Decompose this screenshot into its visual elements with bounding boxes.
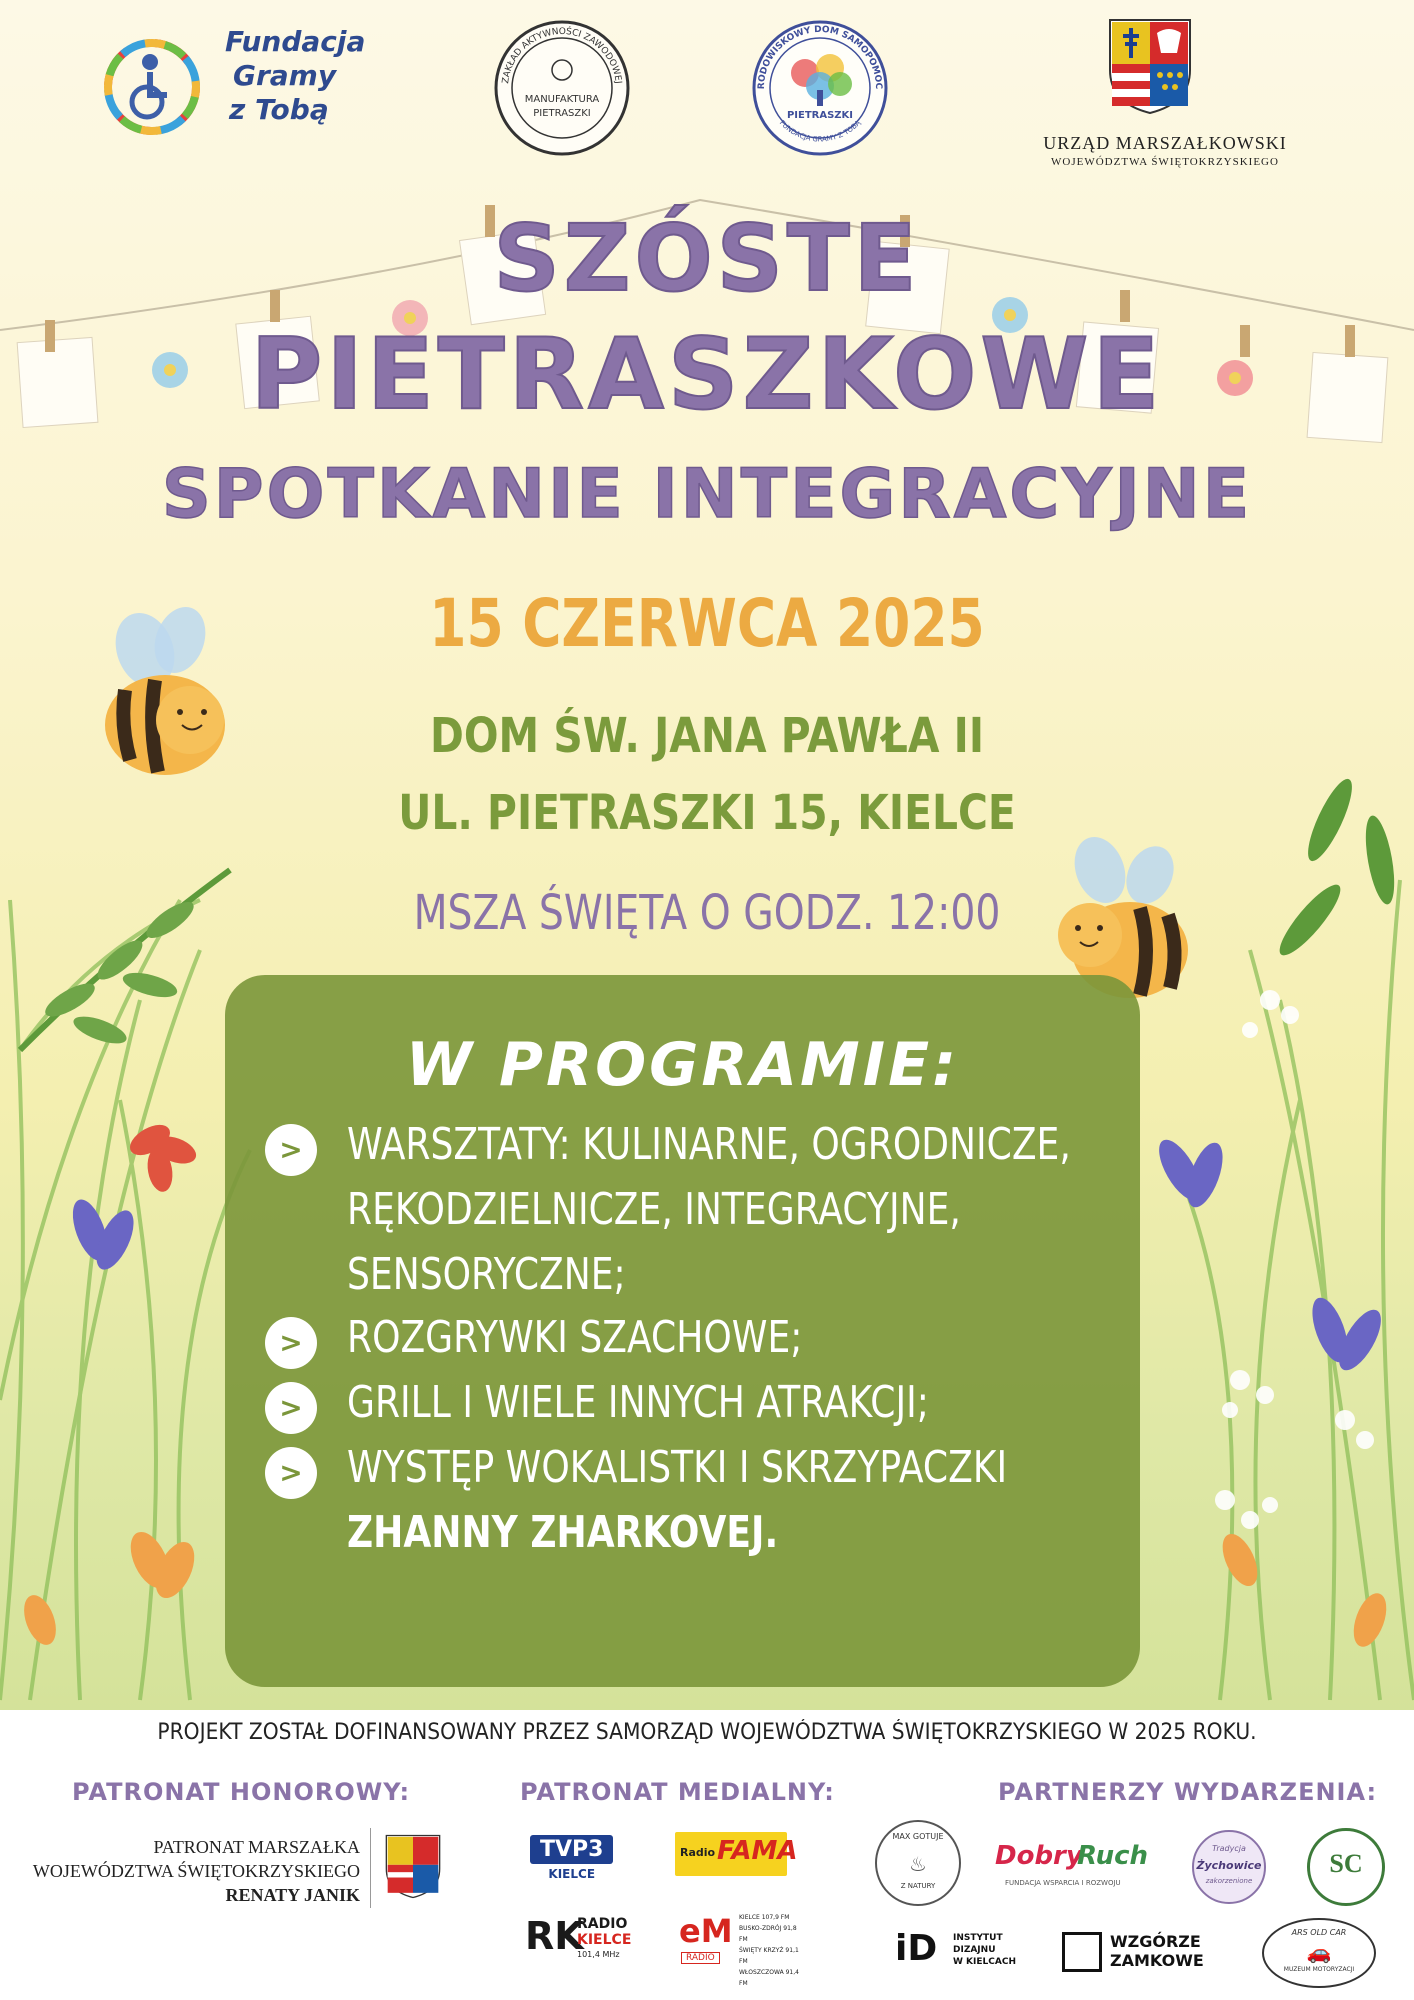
tvp3-city: KIELCE [548,1867,596,1881]
bullet-arrow-icon: > [265,1317,317,1369]
tree-icon [750,18,890,158]
program-item-text [347,1305,1019,1370]
program-item-text [347,1370,1019,1435]
fama-radio: Radio [680,1846,716,1859]
urzad-line2: WOJEWÓDZTWA ŚWIĘTOKRZYSKIEGO [1051,156,1279,168]
program-line: SENSORYCZNE; [347,1249,626,1300]
venue-name: DOM ŚW. JANA PAWŁA II [429,708,985,764]
id-line: INSTYTUT [953,1933,1003,1943]
grass-left [0,900,250,1700]
patron-line1: PATRONAT MARSZAŁKA [153,1837,360,1857]
em-mark: eM [679,1912,733,1950]
program-item-grill [265,1370,1167,1435]
logo1-line3: z Tobą [229,93,329,126]
svg-text:ŚRODOWISKOWY DOM SAMOPOMOCY: RODOWISKOWY DOM SAMOPOMOC [756,24,884,90]
logo-tvp3-kielce [530,1835,613,1881]
bullet-arrow-icon: > [265,1382,317,1434]
program-item-text [347,1112,1071,1307]
honorary-patron-label: PATRONAT HONOROWY: [72,1778,411,1806]
logo1-text [225,25,365,127]
logo-dobry-ruch [995,1835,1150,1895]
logo-radio-kielce [525,1912,635,1967]
dobry-sub: FUNDACJA WSPARCIA I ROZWOJU [1005,1879,1121,1887]
rk-mark-icon: RK [525,1914,584,1958]
tvp3-mark: TVP3 [530,1835,613,1864]
tradycja-line2: Żychowice [1196,1859,1262,1872]
logo-max-gotuje [875,1820,961,1906]
tradycja-line1: Tradycja [1212,1844,1246,1853]
svg-text:PIETRASZKI: PIETRASZKI [533,108,591,119]
ruch-word: Ruch [1077,1841,1149,1871]
program-line: ROZGRYWKI SZACHOWE; [347,1312,803,1363]
logo1-line1: Fundacja [225,25,366,58]
wzgorze-line: ZAMKOWE [1110,1951,1204,1970]
logo-radio-fama [675,1832,798,1876]
event-date: 15 CZERWCA 2025 [429,585,985,662]
logo-sds-pietraszki [750,18,890,158]
coat-of-arms-icon [1105,15,1195,115]
patron-line2: WOJEWÓDZTWA ŚWIĘTOKRZYSKIEGO [32,1861,360,1881]
partners-label: PARTNERZY WYDARZENIA: [998,1778,1378,1806]
car-icon: 🚗 [1306,1940,1332,1964]
rk-freq: 101,4 MHz [577,1950,620,1959]
stamp-icon [492,18,632,158]
wzgorze-text [1110,1932,1204,1970]
svg-text:PIETRASZKI: PIETRASZKI [786,110,854,121]
title-line2: PIETRASZKOWE [250,318,1164,432]
em-freq: BUSKO-ZDRÓJ 91,8 FM [739,1925,797,1943]
em-radio: RADIO [681,1952,720,1964]
program-line: RĘKODZIELNICZE, INTEGRACYJNE, [347,1184,961,1235]
title-line3: SPOTKANIE INTEGRACYJNE [161,455,1253,534]
rk-radio: RADIO [577,1916,628,1932]
program-line: GRILL I WIELE INNYCH ATRAKCJI; [347,1377,929,1428]
em-freq: ŚWIĘTY KRZYŻ 91,1 FM [739,1947,799,1965]
people-circle-icon [95,30,210,145]
cooking-pot-icon: ♨ [909,1852,927,1876]
logo-ars-old-car [1262,1918,1376,1988]
bullet-arrow-icon: > [265,1447,317,1499]
em-freq: KIELCE 107,9 FM [739,1914,790,1921]
venue-address: UL. PIETRASZKI 15, KIELCE [398,785,1016,841]
castle-icon [1062,1932,1102,1972]
logo-wzgorze-zamkowe [1062,1928,1222,1978]
program-panel [225,975,1140,1687]
id-line: W KIELCACH [953,1957,1016,1967]
maxgotuje-name: MAX GOTUJE [892,1832,944,1841]
logo-instytut-dizajnu [895,1928,1035,1978]
logo-sc [1307,1828,1385,1906]
title-line1: SZÓSTE [493,205,921,312]
svg-text:ZAKŁAD AKTYWNOŚCI ZAWODOWEJ: ZAKŁAD AKTYWNOŚCI ZAWODOWEJ [501,26,623,85]
logo-manufaktura-pietraszki [492,18,632,158]
performer-name: ZHANNY ZHARKOVEJ. [347,1507,779,1558]
id-mark-icon: iD [895,1928,938,1969]
honorary-patron-text [0,1835,360,1907]
svg-text:FUNDACJA GRAMY Z TOBĄ: FUNDACJA GRAMY Z TOBĄ [777,118,863,144]
id-text [953,1932,1016,1968]
tradycja-line3: zakorzenione [1205,1877,1253,1885]
logo-urzad-marszalkowski [1020,15,1310,175]
sc-mark: SC [1329,1849,1363,1878]
em-frequencies [739,1912,805,1989]
patron-line3: RENATY JANIK [225,1885,360,1905]
maxgotuje-sub: Z NATURY [900,1882,936,1890]
mass-time: MSZA ŚWIĘTA O GODZ. 12:00 [413,885,1001,941]
urzad-line1: URZĄD MARSZAŁKOWSKI [1043,133,1287,153]
grass-right [1170,880,1414,1700]
bullet-arrow-icon: > [265,1124,317,1176]
footer [0,1710,1414,2000]
svg-text:MANUFAKTURA: MANUFAKTURA [524,94,600,105]
fama-name: FAMA [717,1836,798,1866]
em-freq: WŁOSZCZOWA 91,4 FM [739,1969,799,1987]
program-item-concert [265,1435,1167,1565]
rk-kielce: KIELCE [577,1932,632,1948]
program-line: WARSZTATY: KULINARNE, OGRODNICZE, [347,1119,1071,1170]
logo1-line2: Gramy [233,59,337,92]
divider [370,1828,371,1908]
logo-fundacja-gramy-z-toba [95,25,385,145]
coat-of-arms-icon [383,1828,443,1903]
ars-line1: ARS OLD CAR [1291,1928,1347,1937]
program-line: WYSTĘP WOKALISTKI I SKRZYPACZKI [347,1442,1008,1493]
id-line: DIZAJNU [953,1945,996,1955]
funding-note: PROJEKT ZOSTAŁ DOFINANSOWANY PRZEZ SAMORZĄD WOJEWÓDZTWA ŚWIĘTOKRZYSKIEGO W 2025 ROKU. [157,1720,1257,1745]
dobry-word: Dobry [995,1841,1083,1871]
wzgorze-line: WZGÓRZE [1110,1932,1201,1951]
program-item-text [347,1435,1019,1565]
ars-line2: MUZEUM MOTORYZACJI [1283,1966,1355,1973]
program-item-chess [265,1305,1167,1370]
logo-radio-em [675,1910,805,1987]
program-title: W PROGRAMIE: [405,1030,960,1100]
program-item-workshops [265,1112,1167,1307]
logo-tradycja-zychowice [1192,1830,1266,1904]
media-patron-label: PATRONAT MEDIALNY: [520,1778,835,1806]
